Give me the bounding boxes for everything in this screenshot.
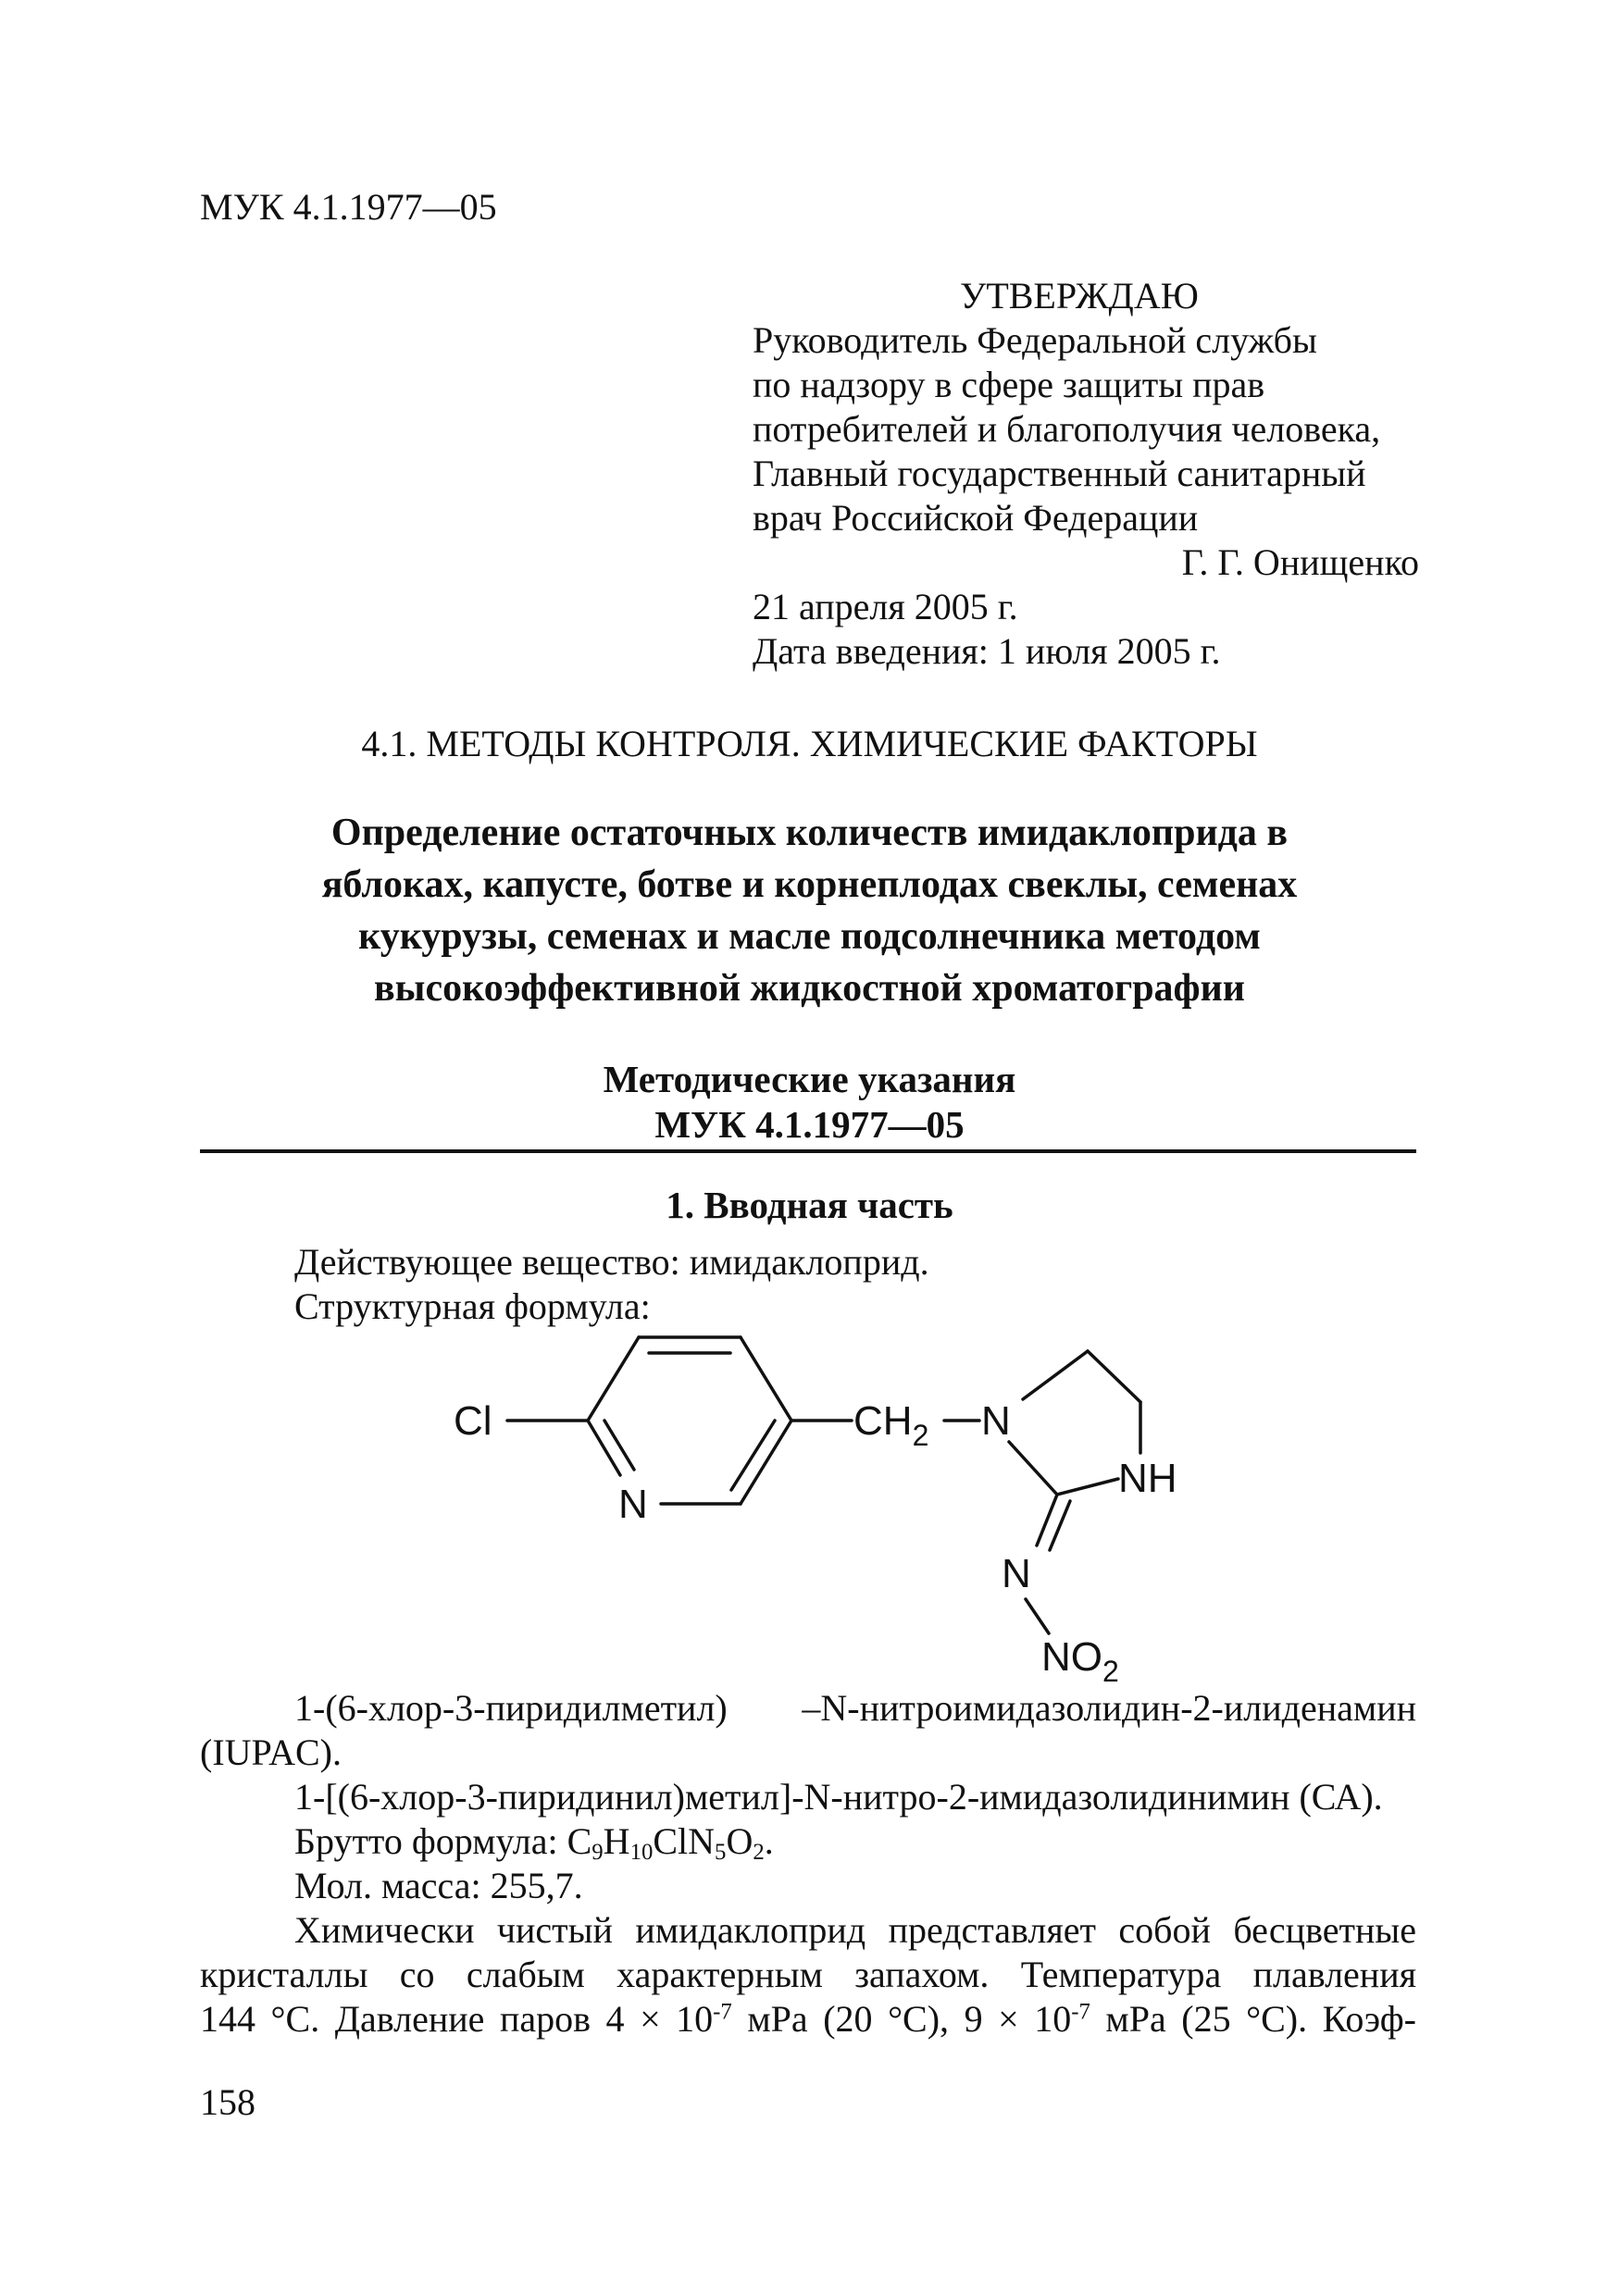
document-code-header: МУК 4.1.1977—05 (200, 186, 497, 228)
section-heading: 4.1. МЕТОДЫ КОНТРОЛЯ. ХИМИЧЕСКИЕ ФАКТОРЫ (361, 723, 1258, 764)
structural-formula-diagram (435, 1314, 1194, 1684)
structural-formula-label: Структурная формула: (294, 1285, 651, 1327)
horizontal-rule (200, 1149, 1416, 1153)
title-line: кукурузы, семенах и масле подсолнечника методом (358, 915, 1261, 958)
approval-line: Главный государственный санитарный (753, 453, 1366, 494)
effective-date: Дата введения: 1 июля 2005 г. (753, 630, 1221, 672)
pyridine-nitrogen-label: N (618, 1482, 648, 1527)
approval-line: потребителей и благополучия человека, (753, 408, 1381, 450)
approval-title: УТВЕРЖДАЮ (960, 275, 1199, 316)
approval-line: Руководитель Федеральной службы (753, 319, 1317, 361)
iupac-name-line: (IUPAC). (200, 1731, 342, 1773)
description-paragraph (200, 1908, 1416, 2042)
title-line: яблоках, капусте, ботве и корнеплодах свеклы, семенах (321, 863, 1298, 906)
molar-mass: Мол. масса: 255,7. (294, 1865, 583, 1906)
paragraph-line: кристаллы со слабым характерным запахом. Температура плавления (200, 1954, 1416, 1995)
nitro-group-label: $NO_2$ (1041, 1634, 1119, 1684)
paragraph-line: Химически чистый имидаклоприд представляет собой бесцветные (294, 1909, 1416, 1951)
iupac-name (200, 1686, 1416, 1775)
title-line: Определение остаточных количеств имидаклоприда в (330, 812, 1289, 854)
page-number: 158 (200, 2081, 255, 2123)
nh-label: NH (1118, 1456, 1177, 1501)
approval-date: 21 апреля 2005 г. (753, 586, 1018, 627)
document-type-code: МУК 4.1.1977—05 (654, 1103, 965, 1146)
active-substance: Действующее вещество: имидаклоприд. (294, 1241, 929, 1283)
approval-line: врач Российской Федерации (753, 497, 1199, 539)
title-line: высокоэффективной жидкостной хроматографии (373, 967, 1246, 1010)
methylene-label: $CH_2$ (853, 1398, 929, 1452)
chlorine-label: Cl (454, 1398, 492, 1444)
document-type (0, 1057, 1619, 1148)
approval-line: по надзору в сфере защиты прав (753, 364, 1265, 405)
document-title (167, 807, 1452, 1014)
intro-heading: 1. Вводная часть (666, 1184, 953, 1226)
iupac-name-line: 1-(6-хлор-3-пиридилметил) –N-нитроимидазолидин-2-илиденамин (294, 1687, 1416, 1729)
gross-formula: Брутто формула: $C_9H_{10}ClN_5O_2$. (294, 1820, 774, 1866)
ca-name: 1-[(6-хлор-3-пиридинил)метил]-N-нитро-2-имидазолидинимин (СА). (294, 1776, 1383, 1818)
paragraph-line: 144 °С. Давление паров $4 \times 10^{-7}$ мРа (20 °С), $9 \times 10^{-7}$ мРа (25 °С). Коэф- (200, 1998, 1417, 2040)
exocyclic-nitrogen-label: N (1002, 1551, 1031, 1596)
document-type-label: Методические указания (603, 1058, 1016, 1100)
approval-signer: Г. Г. Онищенко (1181, 541, 1419, 583)
approval-block (753, 274, 1419, 674)
imidazolidine-nitrogen-label: N (981, 1398, 1011, 1444)
